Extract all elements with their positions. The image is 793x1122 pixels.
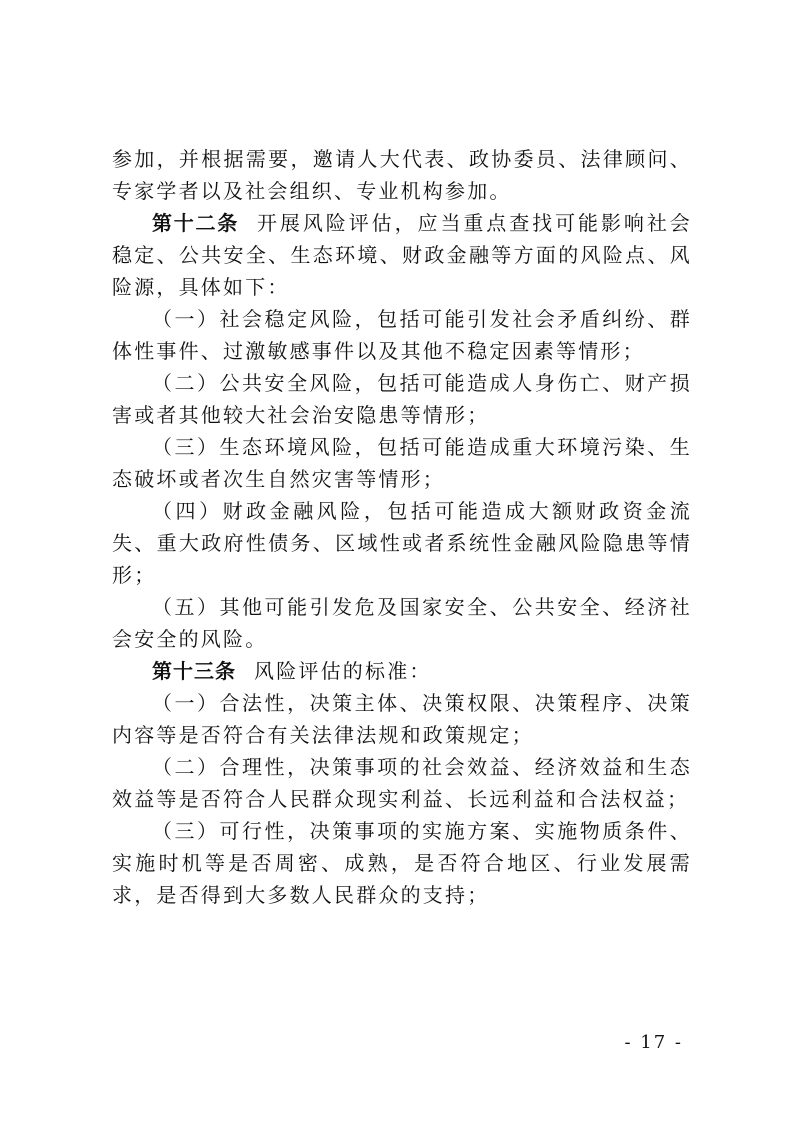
article-12 <box>112 207 692 303</box>
paragraph-text: （一）社会稳定风险，包括可能引发社会矛盾纠纷、群体性事件、过激敏感事件以及其他不稳定因素等情形； <box>112 307 692 363</box>
paragraph-text: 开展风险评估，应当重点查找可能影响社会稳定、公共安全、生态环境、财政金融等方面的风险点、风险源，具体如下： <box>112 211 692 299</box>
paragraph-text: （五）其他可能引发危及国家安全、公共安全、经济社会安全的风险。 <box>112 595 692 651</box>
paragraph-text: （三）可行性，决策事项的实施方案、实施物质条件、实施时机等是否周密、成熟，是否符合地区、行业发展需求，是否得到大多数人民群众的支持； <box>112 819 692 907</box>
paragraph-text: 参加，并根据需要，邀请人大代表、政协委员、法律顾问、专家学者以及社会组织、专业机构参加。 <box>112 147 692 203</box>
article-number: 第十三条 <box>152 659 236 683</box>
article-number: 第十二条 <box>152 211 239 235</box>
paragraph-text: （二）合理性，决策事项的社会效益、经济效益和生态效益等是否符合人民群众现实利益、长远利益和合法权益； <box>112 755 692 811</box>
list-item-other-risks <box>112 591 692 655</box>
document-body <box>112 143 692 911</box>
paragraph-text: （三）生态环境风险，包括可能造成重大环境污染、生态破坏或者次生自然灾害等情形； <box>112 435 692 491</box>
paragraph-text: 风险评估的标准： <box>254 659 432 683</box>
paragraph-text: （二）公共安全风险，包括可能造成人身伤亡、财产损害或者其他较大社会治安隐患等情形； <box>112 371 692 427</box>
paragraph-continuation <box>112 143 692 207</box>
page-number: - 17 - <box>624 1032 683 1053</box>
paragraph-text: （一）合法性，决策主体、决策权限、决策程序、决策内容等是否符合有关法律法规和政策规定； <box>112 691 692 747</box>
list-item-fiscal-financial <box>112 495 692 591</box>
list-item-ecological-environment <box>112 431 692 495</box>
list-item-legality <box>112 687 692 751</box>
list-item-feasibility <box>112 815 692 911</box>
article-13 <box>112 655 692 687</box>
paragraph-text: （四）财政金融风险，包括可能造成大额财政资金流失、重大政府性债务、区域性或者系统性金融风险隐患等情形； <box>112 499 692 587</box>
list-item-public-safety <box>112 367 692 431</box>
list-item-social-stability <box>112 303 692 367</box>
list-item-rationality <box>112 751 692 815</box>
